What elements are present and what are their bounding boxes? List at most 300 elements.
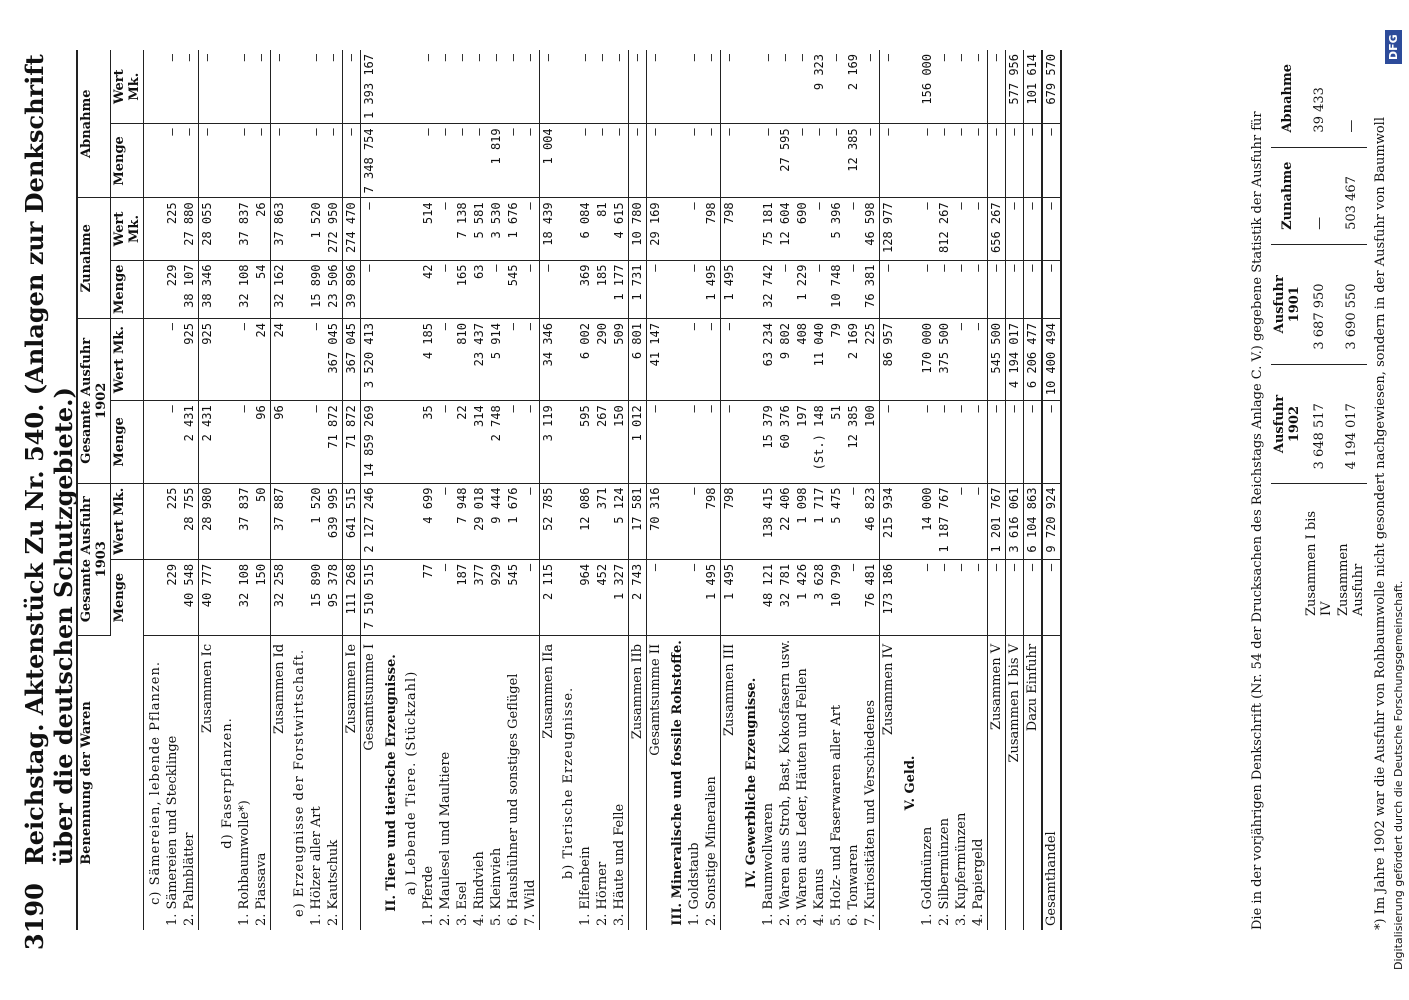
total-row <box>647 50 665 930</box>
empty-cell <box>144 559 165 635</box>
cell-zw: 6 084 <box>577 198 594 260</box>
cell-zw: 5 396 <box>828 198 845 260</box>
cell-zw: — <box>1042 198 1061 260</box>
empty-cell <box>738 559 760 635</box>
cell-zm: — <box>361 260 379 318</box>
dfg-logo: DFG <box>1385 30 1402 64</box>
empty-cell <box>288 483 308 559</box>
cell-aw: — <box>325 50 343 124</box>
cell-w02: 11 040 <box>811 319 828 401</box>
cell-w03: 6 104 863 <box>1024 483 1043 559</box>
cell-m03: — <box>919 559 936 635</box>
cell-aw: — <box>611 50 629 124</box>
cell-w02: 10 400 494 <box>1042 319 1061 401</box>
goods-label: 2. Maulesel und Maultiere <box>438 751 453 926</box>
summary-row <box>1335 50 1367 630</box>
cell-zm: — <box>953 260 970 318</box>
subsection-heading: a) Lebende Tiere. (Stückzahl) <box>404 670 419 896</box>
cell-m03: 15 890 <box>308 559 325 635</box>
header-quantity: Menge <box>111 559 144 635</box>
cell-w03: 641 515 <box>343 483 361 559</box>
empty-cell <box>288 260 308 318</box>
cell-w02: 4 185 <box>420 319 437 401</box>
cell-zw: 28 055 <box>199 198 217 260</box>
empty-cell <box>738 483 760 559</box>
header-export-1903: Gesamte Ausfuhr 1903 <box>77 483 111 635</box>
cell-am: — <box>721 124 739 198</box>
cell-w03: 5 124 <box>611 483 629 559</box>
cell-w02: 925 <box>199 319 217 401</box>
cell-m03: 3 628 <box>811 559 828 635</box>
empty-cell <box>400 50 420 124</box>
cell-zw: 812 267 <box>936 198 953 260</box>
cell-zw: — <box>811 198 828 260</box>
cell-w02: — <box>505 319 522 401</box>
empty-cell <box>738 260 760 318</box>
section-heading: II. Tiere und tierische Erzeugnisse. <box>384 654 399 912</box>
summary-cell: 4 194 017 <box>1335 364 1367 484</box>
cell-m03: — <box>1006 559 1024 635</box>
cell-aw: 101 614 <box>1024 50 1043 124</box>
summary-table <box>1271 50 1367 630</box>
empty-cell <box>216 483 236 559</box>
empty-cell <box>557 559 577 635</box>
cell-m02: 51 <box>828 401 845 483</box>
cell-zw: — <box>845 198 862 260</box>
cell-am: — <box>862 124 880 198</box>
empty-cell <box>288 50 308 124</box>
cell-zm: — <box>936 260 953 318</box>
cell-zm: 1 229 <box>794 260 811 318</box>
header-quantity: Menge <box>111 401 144 483</box>
total-label: Zusammen Ie <box>343 635 361 930</box>
subsection-heading: e) Erzeugnisse der Forstwirtschaft. <box>292 648 307 918</box>
cell-aw: — <box>199 50 217 124</box>
empty-cell <box>897 260 919 318</box>
summary-header-export-1901: Ausfuhr 1901 <box>1271 244 1303 364</box>
cell-zw: 514 <box>420 198 437 260</box>
cell-zw: 274 470 <box>343 198 361 260</box>
goods-label: 2. Palmblätter <box>182 832 197 926</box>
empty-cell <box>216 198 236 260</box>
empty-cell <box>288 319 308 401</box>
cell-zm: — <box>880 260 898 318</box>
cell-w03: 1 098 <box>794 483 811 559</box>
goods-label: 1. Baumwollwaren <box>761 803 776 926</box>
cell-m02: 12 385 <box>845 401 862 483</box>
summary-cell: — <box>1335 50 1367 147</box>
cell-w03: — <box>953 483 970 559</box>
table-row <box>953 50 970 930</box>
cell-m02: 15 379 <box>760 401 777 483</box>
cell-w03: 3 616 061 <box>1006 483 1024 559</box>
total-row <box>271 50 289 930</box>
cell-m03: 929 <box>488 559 505 635</box>
cell-w03: 5 475 <box>828 483 845 559</box>
cell-zw: 4 615 <box>611 198 629 260</box>
cell-zw: 5 581 <box>471 198 488 260</box>
cell-zw: 18 439 <box>540 198 558 260</box>
summary-cell: 503 467 <box>1335 147 1367 244</box>
goods-label: 5. Kleinvieh <box>489 847 504 926</box>
cell-w03: — <box>970 483 988 559</box>
cell-aw: — <box>777 50 794 124</box>
cell-m02: — <box>236 401 253 483</box>
cell-w03: 1 201 767 <box>988 483 1006 559</box>
cell-aw: — <box>420 50 437 124</box>
subsection-heading-row <box>144 50 165 930</box>
cell-w02: — <box>308 319 325 401</box>
empty-cell <box>557 260 577 318</box>
cell-w02: 2 169 <box>845 319 862 401</box>
cell-w02: — <box>522 319 540 401</box>
cell-zw: — <box>522 198 540 260</box>
table-row <box>794 50 811 930</box>
cell-m03: 229 <box>164 559 181 635</box>
section-heading: III. Mineralische und fossile Rohstoffe. <box>670 640 685 926</box>
cell-m03: 1 426 <box>794 559 811 635</box>
subsection-heading-row <box>557 50 577 930</box>
empty-cell <box>738 124 760 198</box>
cell-w02: 4 194 017 <box>1006 319 1024 401</box>
header-value: Wert Mk. <box>111 319 144 401</box>
cell-am: — <box>454 124 471 198</box>
cell-m02: — <box>164 401 181 483</box>
cell-m03: 48 121 <box>760 559 777 635</box>
notes-section <box>1250 50 1394 930</box>
header-value: Wert Mk. <box>111 50 144 124</box>
cell-m02: 197 <box>794 401 811 483</box>
cell-am: — <box>164 124 181 198</box>
subsection-heading: b) Tierische Erzeugnisse. <box>561 686 576 880</box>
cell-aw: — <box>760 50 777 124</box>
cell-am: — <box>236 124 253 198</box>
subsection-heading-row <box>288 50 308 930</box>
cell-am: — <box>988 124 1006 198</box>
goods-label: 2. Sonstige Mineralien <box>704 776 719 926</box>
goods-label: 2. Piassava <box>254 852 269 926</box>
summary-row <box>1303 50 1335 630</box>
empty-cell <box>557 124 577 198</box>
cell-zm: — <box>1006 260 1024 318</box>
cell-am: — <box>505 124 522 198</box>
cell-zm: — <box>540 260 558 318</box>
cell-m03: 32 258 <box>271 559 289 635</box>
table-row <box>437 50 454 930</box>
total-label: Gesamtsumme I <box>361 635 379 930</box>
cell-w02: 24 <box>253 319 271 401</box>
cell-w02: — <box>953 319 970 401</box>
cell-w02: 170 000 <box>919 319 936 401</box>
cell-w02: 408 <box>794 319 811 401</box>
summary-cell: 3 690 550 <box>1335 244 1367 364</box>
cell-w03: 37 887 <box>271 483 289 559</box>
goods-label: 3. Kupfermünzen <box>954 812 969 926</box>
cell-m03: 7 510 515 <box>361 559 379 635</box>
empty-cell <box>288 124 308 198</box>
cell-m02: 14 859 269 <box>361 401 379 483</box>
goods-label: 1. Elfenbein <box>578 846 593 926</box>
cell-aw: — <box>454 50 471 124</box>
cell-aw: 2 169 <box>845 50 862 124</box>
cell-m02: — <box>437 401 454 483</box>
cell-aw: — <box>703 50 721 124</box>
goods-label: 7. Wild <box>523 879 538 926</box>
goods-label: 5. Holz- und Faserwaren aller Art <box>829 704 844 926</box>
goods-label: 7. Kuriositäten und Verschiedenes <box>863 700 878 926</box>
total-row <box>1006 50 1024 930</box>
cell-m02: 595 <box>577 401 594 483</box>
cell-w02: 509 <box>611 319 629 401</box>
summary-cell: 3 687 950 <box>1303 244 1335 364</box>
cell-zm: 76 381 <box>862 260 880 318</box>
cell-zw: — <box>919 198 936 260</box>
cell-m02: — <box>988 401 1006 483</box>
cell-aw: — <box>236 50 253 124</box>
empty-cell <box>897 50 919 124</box>
cell-aw: — <box>271 50 289 124</box>
empty-cell <box>664 124 686 198</box>
cell-aw: — <box>164 50 181 124</box>
cell-w03: 138 415 <box>760 483 777 559</box>
cell-m03: — <box>437 559 454 635</box>
cell-w02: 810 <box>454 319 471 401</box>
table-row <box>253 50 271 930</box>
empty-cell <box>738 401 760 483</box>
cell-zw: 81 <box>594 198 611 260</box>
cell-m03: 32 108 <box>236 559 253 635</box>
cell-zm: — <box>970 260 988 318</box>
cell-w02: — <box>721 319 739 401</box>
cell-m03: 2 115 <box>540 559 558 635</box>
table-row <box>236 50 253 930</box>
cell-zm: — <box>522 260 540 318</box>
cell-aw: — <box>686 50 703 124</box>
cell-zm: 185 <box>594 260 611 318</box>
cell-zm: 32 742 <box>760 260 777 318</box>
empty-cell <box>144 198 165 260</box>
table-row <box>845 50 862 930</box>
total-row <box>1042 50 1061 930</box>
cell-zw: 7 138 <box>454 198 471 260</box>
cell-am: — <box>577 124 594 198</box>
cell-m02: (St.) 148 <box>811 401 828 483</box>
cell-zw: 272 950 <box>325 198 343 260</box>
cell-w03: 14 000 <box>919 483 936 559</box>
cell-m02: — <box>953 401 970 483</box>
cell-m02: 60 376 <box>777 401 794 483</box>
cell-w03: 1 187 767 <box>936 483 953 559</box>
export-table <box>76 50 1062 930</box>
total-row <box>343 50 361 930</box>
table-row <box>325 50 343 930</box>
cell-m02: 314 <box>471 401 488 483</box>
cell-w02: — <box>437 319 454 401</box>
cell-m03: 77 <box>420 559 437 635</box>
cell-m03: 40 548 <box>181 559 199 635</box>
empty-cell <box>738 50 760 124</box>
summary-header-export-1902: Ausfuhr 1902 <box>1271 364 1303 484</box>
cell-m02: 2 431 <box>199 401 217 483</box>
empty-cell <box>664 198 686 260</box>
cell-am: — <box>611 124 629 198</box>
cell-zm: — <box>686 260 703 318</box>
empty-cell <box>378 198 400 260</box>
cell-aw: — <box>540 50 558 124</box>
empty-cell <box>897 401 919 483</box>
page-title: Reichstag. Aktenstück Zu Nr. 540. (Anlagen zur Denkschrift über die deutschen Schutzgebiete.) <box>20 54 78 866</box>
cell-am: — <box>325 124 343 198</box>
subsection-heading-row <box>400 50 420 930</box>
cell-am: — <box>437 124 454 198</box>
cell-am: — <box>594 124 611 198</box>
cell-am: — <box>970 124 988 198</box>
empty-cell <box>557 50 577 124</box>
cell-w02: 3 520 413 <box>361 319 379 401</box>
total-row <box>199 50 217 930</box>
cell-m02: — <box>880 401 898 483</box>
cell-w02: 86 957 <box>880 319 898 401</box>
cell-zm: — <box>988 260 1006 318</box>
cell-am: — <box>1024 124 1043 198</box>
cell-zm: 369 <box>577 260 594 318</box>
cell-m03: 76 481 <box>862 559 880 635</box>
cell-m03: — <box>988 559 1006 635</box>
cell-zw: 128 977 <box>880 198 898 260</box>
cell-m03: — <box>845 559 862 635</box>
goods-label: 1. Hölzer aller Art <box>309 806 324 926</box>
cell-w03: 371 <box>594 483 611 559</box>
cell-aw: — <box>970 50 988 124</box>
cell-m03: 452 <box>594 559 611 635</box>
section-heading-row <box>378 50 400 930</box>
cell-w02: 79 <box>828 319 845 401</box>
cell-w02: 23 437 <box>471 319 488 401</box>
cell-m03: 10 799 <box>828 559 845 635</box>
total-label: Gesamthandel <box>1042 635 1061 930</box>
cell-am: — <box>199 124 217 198</box>
cell-m02: — <box>1006 401 1024 483</box>
cell-w03: — <box>845 483 862 559</box>
cell-w03: 7 948 <box>454 483 471 559</box>
empty-cell <box>378 559 400 635</box>
cell-m03: 1 495 <box>703 559 721 635</box>
table-row <box>454 50 471 930</box>
table-row <box>970 50 988 930</box>
cell-am: — <box>1042 124 1061 198</box>
cell-m03: — <box>936 559 953 635</box>
empty-cell <box>216 319 236 401</box>
cell-m02: 71 872 <box>325 401 343 483</box>
cell-m03: 377 <box>471 559 488 635</box>
cell-aw: 577 956 <box>1006 50 1024 124</box>
cell-aw: — <box>862 50 880 124</box>
empty-cell <box>897 559 919 635</box>
cell-zm: — <box>919 260 936 318</box>
cell-aw: — <box>721 50 739 124</box>
cell-w02: — <box>236 319 253 401</box>
cell-m03: 964 <box>577 559 594 635</box>
cell-zw: 29 169 <box>647 198 665 260</box>
cell-m02: 35 <box>420 401 437 483</box>
table-row <box>505 50 522 930</box>
goods-label: 3. Häute und Felle <box>612 803 627 926</box>
cell-zw: — <box>437 198 454 260</box>
cell-m03: 1 327 <box>611 559 629 635</box>
page-number: 3190 <box>20 883 49 950</box>
goods-label: 1. Sämereien und Stecklinge <box>165 735 180 926</box>
table-row <box>488 50 505 930</box>
cell-zm: 1 177 <box>611 260 629 318</box>
cell-m02: — <box>919 401 936 483</box>
cell-w03: 9 444 <box>488 483 505 559</box>
cell-zm: 38 346 <box>199 260 217 318</box>
cell-w03: 9 720 924 <box>1042 483 1061 559</box>
cell-am: 1 004 <box>540 124 558 198</box>
cell-w03: 52 785 <box>540 483 558 559</box>
cell-w03: 70 316 <box>647 483 665 559</box>
empty-cell <box>664 559 686 635</box>
section-heading-row <box>664 50 686 930</box>
total-label: Zusammen I bis V <box>1006 635 1024 930</box>
empty-cell <box>400 198 420 260</box>
cell-am: — <box>471 124 488 198</box>
cell-am: 7 348 754 <box>361 124 379 198</box>
table-row <box>936 50 953 930</box>
cell-aw: — <box>647 50 665 124</box>
goods-label: 1. Goldmünzen <box>920 826 935 926</box>
cell-w03: 28 755 <box>181 483 199 559</box>
cell-w02: 9 802 <box>777 319 794 401</box>
cell-aw: 1 393 167 <box>361 50 379 124</box>
cell-am: — <box>936 124 953 198</box>
cell-w02: 367 045 <box>325 319 343 401</box>
table-row <box>919 50 936 930</box>
empty-cell <box>664 260 686 318</box>
total-label: Gesamtsumme II <box>647 635 665 930</box>
cell-aw: — <box>253 50 271 124</box>
cell-am: 12 385 <box>845 124 862 198</box>
empty-cell <box>664 319 686 401</box>
summary-cell: Zusammen I bis IV <box>1304 510 1334 616</box>
cell-w02: 6 801 <box>629 319 647 401</box>
cell-m03: 32 781 <box>777 559 794 635</box>
header-decrease: Abnahme <box>77 50 111 198</box>
empty-cell <box>400 319 420 401</box>
subsection-heading: c) Sämereien, lebende Pflanzen. <box>148 661 163 905</box>
cell-w03: 798 <box>721 483 739 559</box>
table-row <box>308 50 325 930</box>
cell-w03: — <box>522 483 540 559</box>
goods-label: 3. Waren aus Leder, Häuten und Fellen <box>795 668 810 926</box>
cell-zm: — <box>1024 260 1043 318</box>
cell-w03: 29 018 <box>471 483 488 559</box>
cell-w02: 6 002 <box>577 319 594 401</box>
cell-m02: — <box>721 401 739 483</box>
header-value: Wert Mk. <box>111 483 144 559</box>
table-row <box>862 50 880 930</box>
total-label: Zusammen Ic <box>199 635 217 930</box>
table-row <box>577 50 594 930</box>
total-row <box>880 50 898 930</box>
goods-label: 3. Esel <box>455 881 470 926</box>
total-label: Zusammen III <box>721 635 739 930</box>
cell-zm: — <box>1042 260 1061 318</box>
footnote: *) Im Jahre 1902 war die Ausfuhr von Rohbaumwolle nicht gesondert nachgewiesen, sondern in der Ausfuhr von Baumwoll <box>1373 117 1388 930</box>
header-value: Wert Mk. <box>111 198 144 260</box>
total-row <box>629 50 647 930</box>
summary-header-blank <box>1271 484 1303 630</box>
